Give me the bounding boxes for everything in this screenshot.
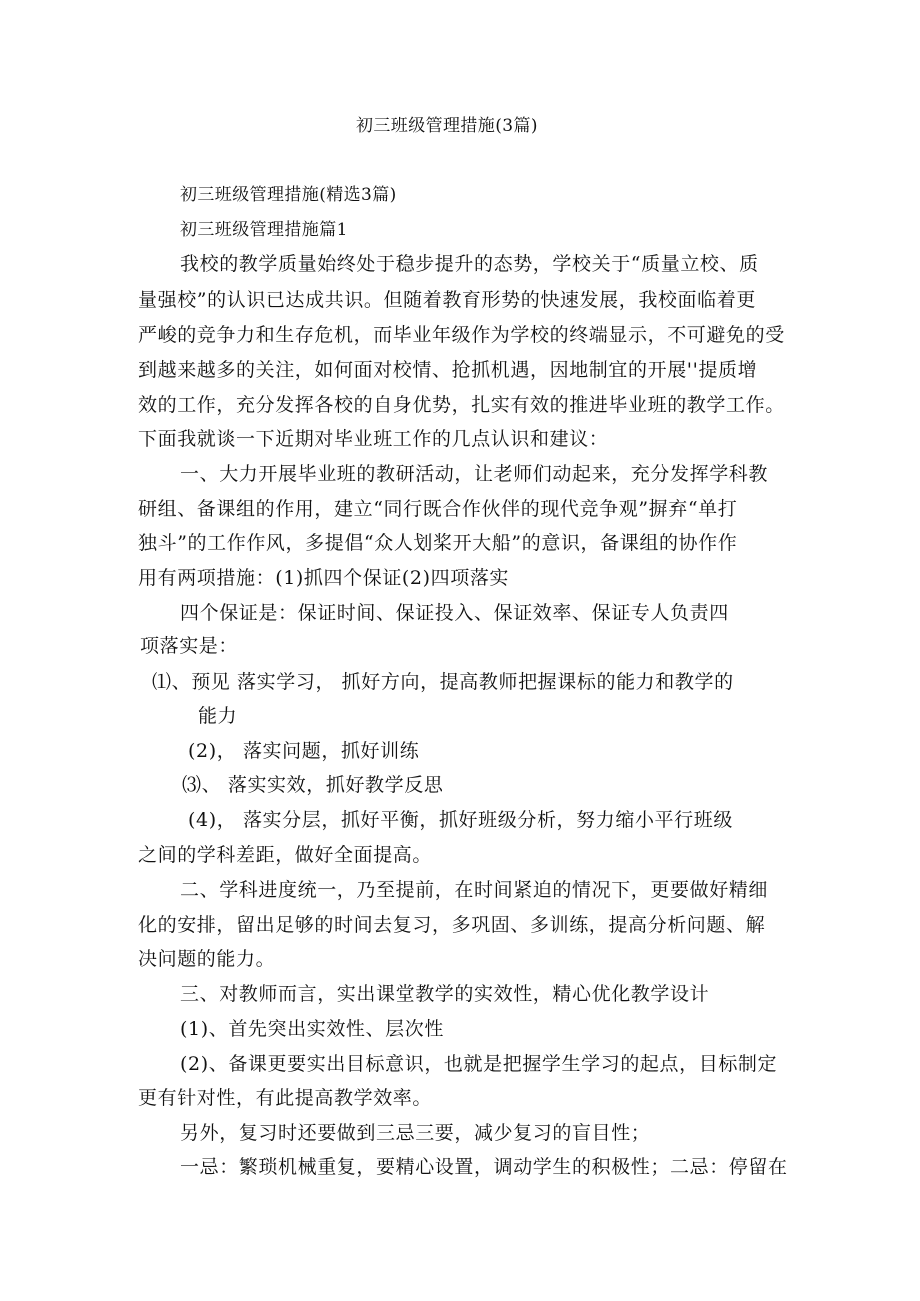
list-item: (2)、备课更要实出目标意识，也就是把握学生学习的起点，目标制定 [180, 1053, 778, 1075]
paragraph-line: 我校的教学质量始终处于稳步提升的态势，学校关于“质量立校、质 [180, 253, 759, 275]
paragraph-line: 效的工作，充分发挥各校的自身优势，扎实有效的推进毕业班的教学工作。 [138, 394, 785, 416]
list-item: 能力 [198, 705, 238, 727]
list-item: ⑶、 落实实效，抓好教学反思 [182, 774, 444, 796]
document-title: 初三班级管理措施(3篇) [356, 116, 538, 136]
paragraph-line: 量强校”的认识已达成共识。但随着教育形势的快速发展，我校面临着更 [138, 289, 756, 311]
paragraph-line: 四个保证是：保证时间、保证投入、保证效率、保证专人负责四 [180, 602, 729, 624]
paragraph-line: 另外，复习时还要做到三忌三要，减少复习的盲目性； [180, 1122, 651, 1144]
paragraph-line: 用有两项措施：(1)抓四个保证(2)四项落实 [138, 567, 510, 589]
list-item: 之间的学科差距，做好全面提高。 [138, 844, 433, 866]
paragraph-line: 到越来越多的关注，如何面对校情、抢抓机遇，因地制宜的开展''提质增 [138, 359, 758, 381]
paragraph-line: 决问题的能力。 [138, 948, 276, 970]
paragraph-line: 一忌：繁琐机械重复，要精心设置，调动学生的积极性；二忌：停留在 [180, 1156, 788, 1178]
paragraph-line: 严峻的竞争力和生存危机，而毕业年级作为学校的终端显示，不可避免的受 [138, 324, 785, 346]
list-item: (1)、首先突出实效性、层次性 [180, 1018, 444, 1040]
list-item: (4)， 落实分层，抓好平衡，抓好班级分析，努力缩小平行班级 [188, 809, 733, 831]
paragraph-line: 二、学科进度统一，乃至提前，在时间紧迫的情况下，更要做好精细 [180, 879, 769, 901]
paragraph-line: 三、对教师而言，实出课堂教学的实效性，精心优化教学设计 [180, 983, 710, 1005]
paragraph-line: 独斗”的工作作风，多提倡“众人划桨开大船”的意识，备课组的协作作 [138, 532, 738, 554]
paragraph-line: 研组、备课组的作用，建立“同行既合作伙伴的现代竞争观”摒弃“单打 [138, 498, 738, 520]
paragraph-line: 项落实是： [140, 635, 239, 657]
document-subtitle: 初三班级管理措施(精选3篇) [180, 185, 397, 205]
list-item: ⑴、预见 落实学习， 抓好方向，提高教师把握课标的能力和教学的 [152, 671, 734, 693]
list-item: (2)， 落实问题，抓好训练 [188, 740, 420, 762]
paragraph-line: 化的安排，留出足够的时间去复习，多巩固、多训练，提高分析问题、解 [138, 914, 766, 936]
section-heading: 初三班级管理措施篇1 [180, 220, 348, 240]
paragraph-line: 一、大力开展毕业班的教研活动，让老师们动起来，充分发挥学科教 [180, 463, 769, 485]
paragraph-line: 更有针对性，有此提高教学效率。 [138, 1087, 433, 1109]
paragraph-line: 下面我就谈一下近期对毕业班工作的几点认识和建议： [138, 428, 609, 450]
